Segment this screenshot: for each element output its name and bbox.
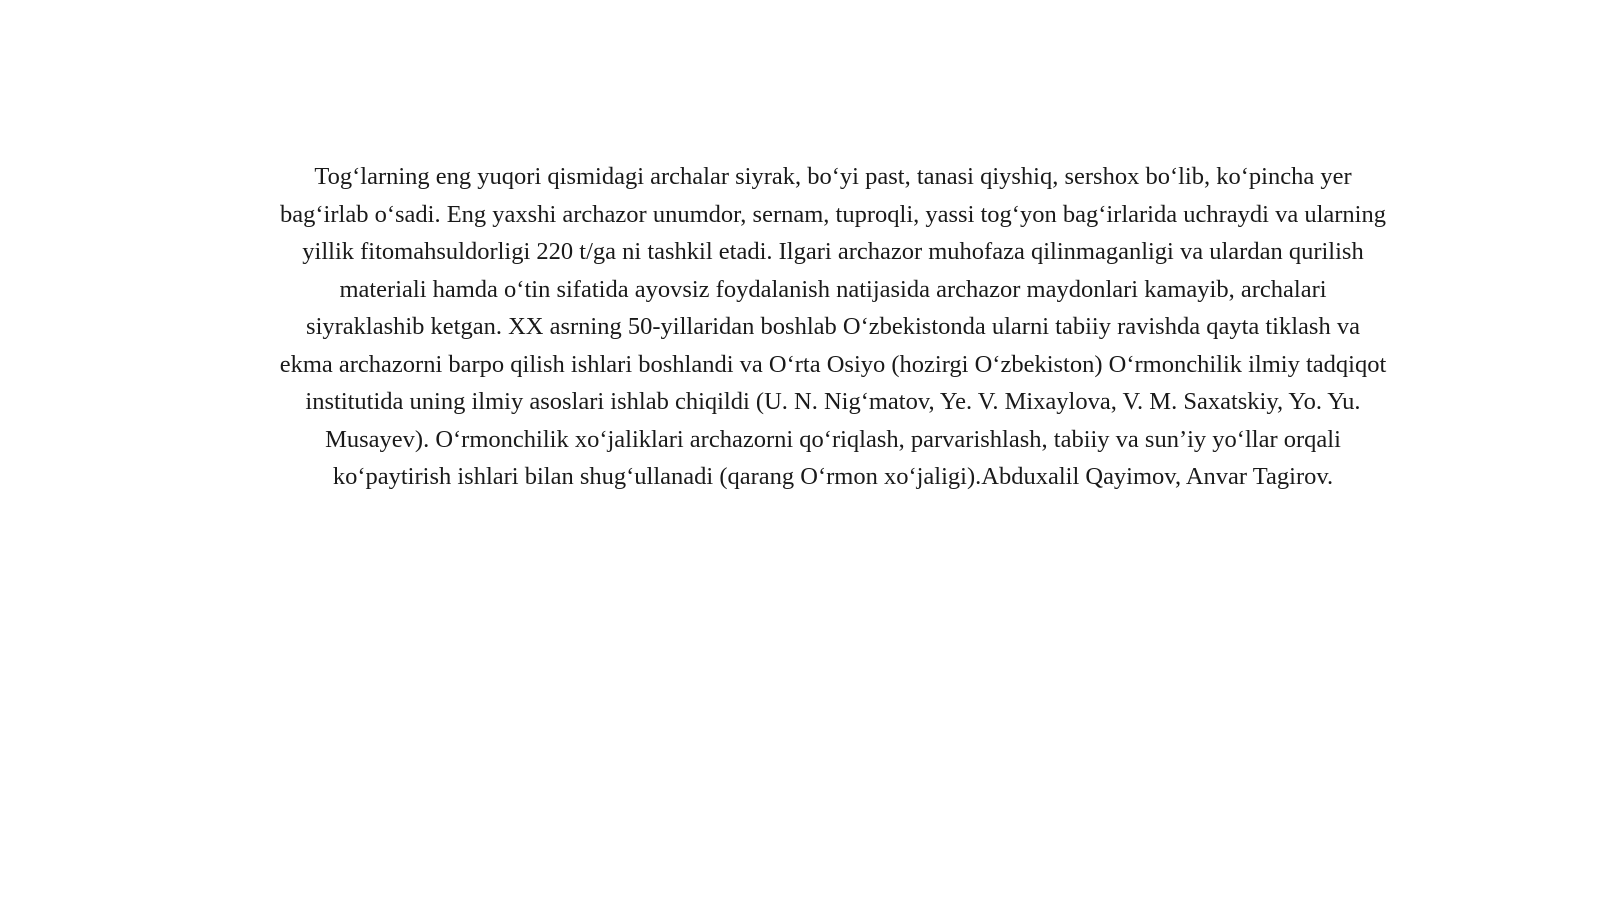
article-paragraph: Tog‘larning eng yuqori qismidagi archalar siyrak, bo‘yi past, tanasi qiyshiq, sershox bo‘lib, ko‘pincha yer bag‘irlab o‘sadi. Eng yaxshi archazor unumdor, sernam, tuproqli, yassi tog‘yon bag‘irlarida uchraydi va ularning yillik fitomahsuldorligi 220 t/ga ni tashkil etadi. Ilgari archazor muhofaza qilinmaganligi va ulardan qurilish materiali hamda o‘tin sifatida ayovsiz foydalanish natijasida archazor maydonlari kamayib, archalari siyraklashib ketgan. XX asrning 50-yillaridan boshlab O‘zbekistonda ularni tabiiy ravishda qayta tiklash va ekma archazorni barpo qilish ishlari boshlandi va O‘rta Osiyo (hozirgi O‘zbekiston) O‘rmonchilik ilmiy tadqiqot institutida uning ilmiy asoslari ishlab chiqildi (U. N. Nig‘matov, Ye. V. Mixaylova, V. M. Saxatskiy, Yo. Yu. Musayev). O‘rmonchilik xo‘jaliklari archazorni qo‘riqlash, parvarishlash, tabiiy va sun’iy yo‘llar orqali ko‘paytirish ishlari bilan shug‘ullanadi (qarang O‘rmon xo‘jaligi).Abduxalil Qayimov, Anvar Tagirov. xyxy=(279,163,1387,490)
article-text-block xyxy=(278,158,1388,496)
